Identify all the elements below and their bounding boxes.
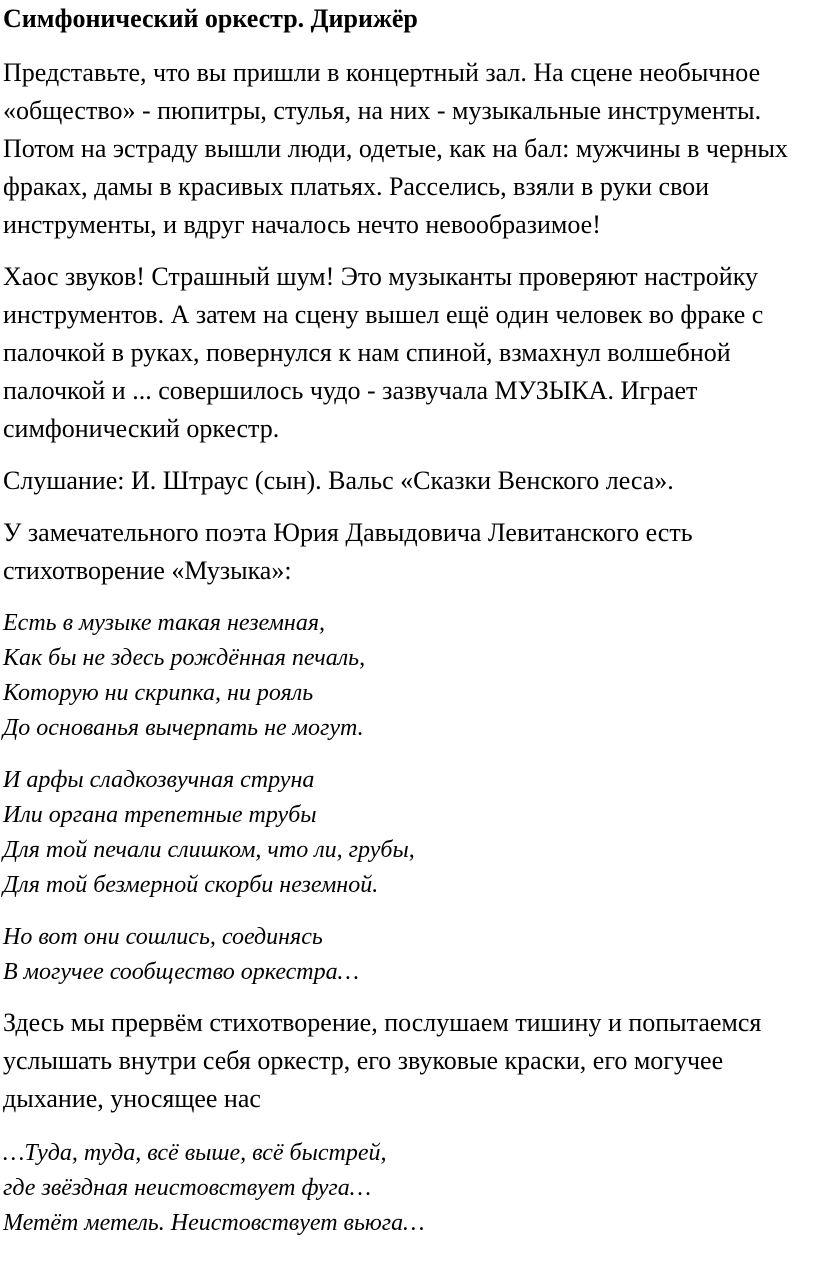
intro-paragraph: Представьте, что вы пришли в концертный зал. На сцене необычное «общество» - пюпитры, стулья, на них - музыкальные инструменты. Потом на эстраду вышли люди, одетые, как на бал: мужчины в черных фраках, дамы в красивых платьях. Расселись, взяли в руки свои инструменты, и вдруг началось нечто невообразимое!: [3, 58, 788, 239]
final-stanza: [3, 1136, 816, 1241]
poet-paragraph: У замечательного поэта Юрия Давыдовича Левитанского есть стихотворение «Музыка»:: [3, 518, 693, 585]
poem-line: Или органа трепетные трубы: [3, 802, 317, 828]
poem-stanza-1: [3, 606, 816, 746]
poem-line: …Туда, туда, всё выше, всё быстрей,: [3, 1140, 387, 1166]
chaos-paragraph: Хаос звуков! Страшный шум! Это музыканты проверяют настройку инструментов. А затем на сцену вышел ещё один человек во фраке с палочкой в руках, повернулся к нам спиной, взмахнул волшебной палочкой и ... совершилось чудо - зазвучала МУЗЫКА. Играет симфонический оркестр.: [3, 262, 764, 443]
poem-line: До основанья вычерпать не могут.: [3, 715, 364, 741]
poem-line: Но вот они сошлись, соединясь: [3, 924, 323, 950]
poem-line: Которую ни скрипка, ни рояль: [3, 680, 314, 706]
poem-line: Для той печали слишком, что ли, грубы,: [3, 837, 415, 863]
poem-line: Для той безмерной скорби неземной.: [3, 872, 379, 898]
poem-line: Метёт метель. Неистовствует вьюга…: [3, 1210, 425, 1236]
listening-paragraph: Слушание: И. Штраус (сын). Вальс «Сказки Венского леса».: [3, 466, 674, 495]
poem-line: В могучее сообщество оркестра…: [3, 959, 359, 985]
poem-line: Как бы не здесь рождённая печаль,: [3, 645, 366, 671]
document-title: Симфонический оркестр. Дирижёр: [3, 4, 418, 33]
closing-paragraph: Здесь мы прервём стихотворение, послушаем тишину и попытаемся услышать внутри себя оркестр, его звуковые краски, его могучее дыхание, уносящее нас: [3, 1008, 762, 1113]
poem-line: где звёздная неистовствует фуга…: [3, 1175, 372, 1201]
poem-line: Есть в музыке такая неземная,: [3, 610, 325, 636]
poem-stanza-3: [3, 920, 816, 990]
poem-stanza-2: [3, 763, 816, 903]
poem-line: И арфы сладкозвучная струна: [3, 767, 315, 793]
